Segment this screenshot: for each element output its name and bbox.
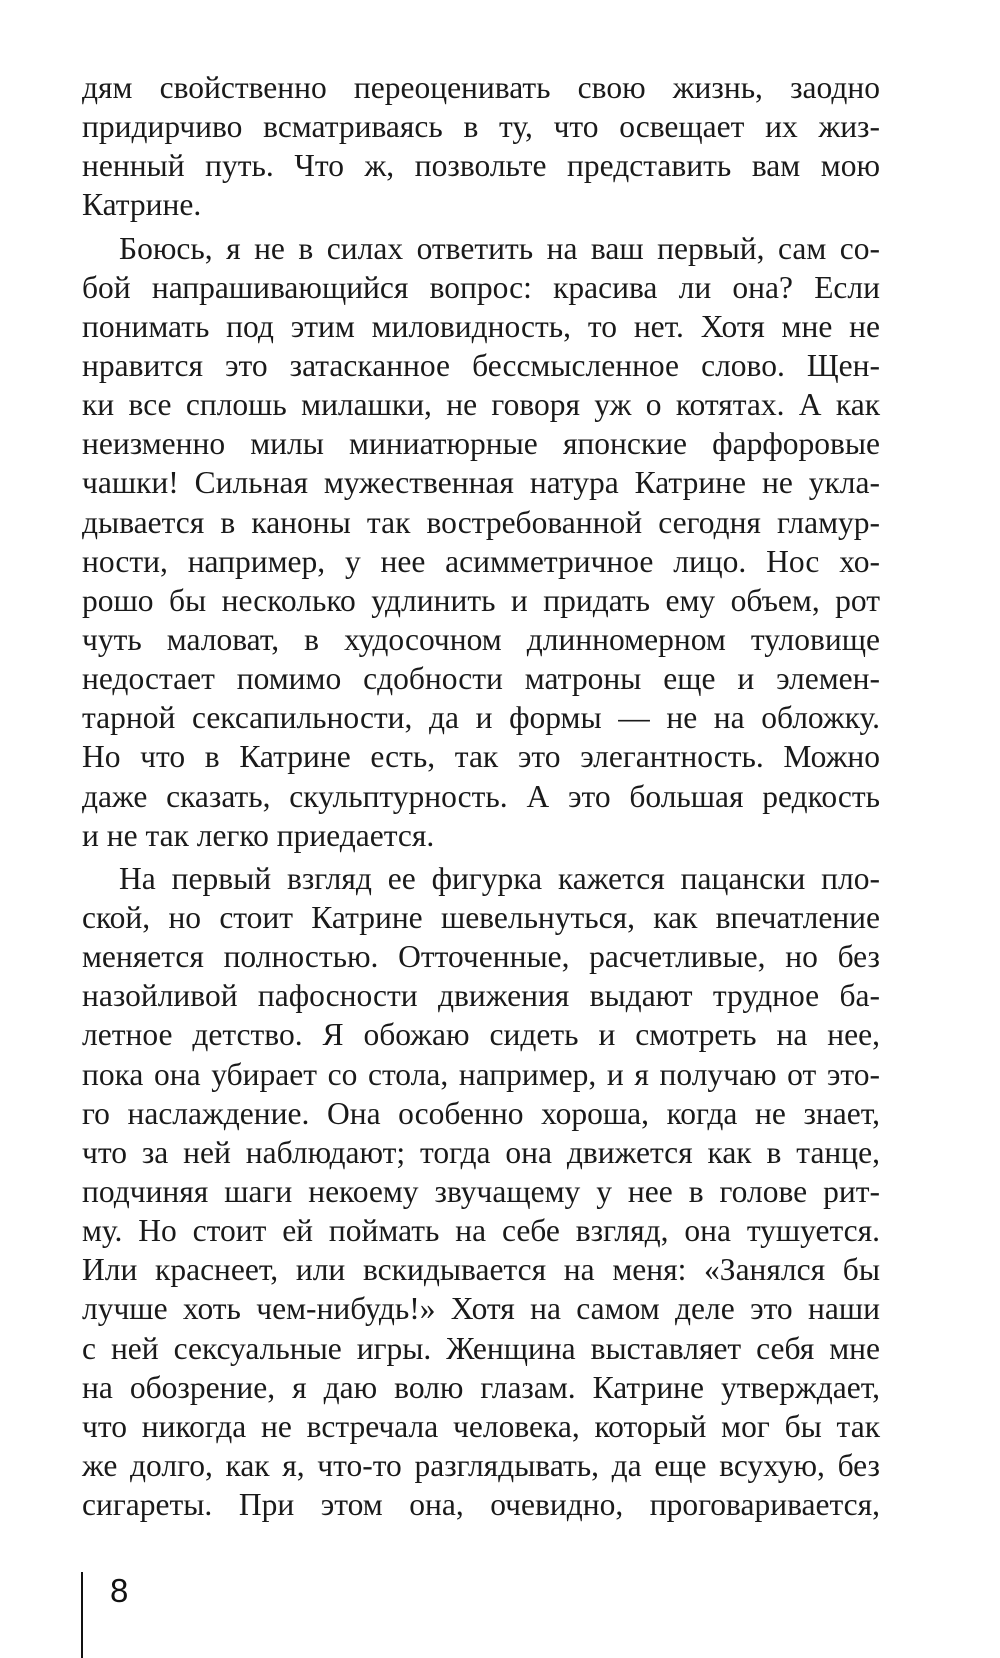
text-line: Или краснеет, или вскидывается на меня: «Занялся бы [82,1252,880,1288]
paragraph-3 [82,859,880,1524]
text-line: же долго, как я, что-то разглядывать, да еще всухую, без [82,1447,880,1483]
text-line: летное детство. Я обожаю сидеть и смотреть на нее, [82,1017,880,1053]
text-line: го наслаждение. Она особенно хороша, когда не знает, [82,1095,880,1131]
folio-rule [81,1572,83,1658]
text-line: ности, например, у нее асимметричное лицо. Нос хо- [82,543,880,579]
text-line: ненный путь. Что ж, позвольте представить вам мою [82,148,880,184]
text-line: меняется полностью. Отточенные, расчетливые, но без [82,939,880,975]
text-line: нравится это затасканное бессмысленное слово. Щен- [82,347,880,383]
text-line: сигареты. При этом она, очевидно, проговаривается, [82,1487,880,1523]
text-line: что за ней наблюдают; тогда она движется как в танце, [82,1134,880,1170]
text-line: Но что в Катрине есть, так это элегантность. Можно [82,739,880,775]
text-line: назойливой пафосности движения выдают трудное ба- [82,978,880,1014]
text-line: Катрине. [82,187,202,223]
text-line: тарной сексапильности, да и формы — не на обложку. [82,700,880,736]
text-line: придирчиво всматриваясь в ту, что освещает их жиз- [82,109,880,145]
text-line: ки все сплошь милашки, не говоря уж о котятах. А как [82,387,880,423]
text-line: дывается в каноны так востребованной сегодня гламур- [82,504,880,540]
paragraph-2 [82,229,880,855]
text-line: На первый взгляд ее фигурка кажется пацански пло- [119,860,880,896]
text-line: неизменно милы миниатюрные японские фарфоровые [82,426,880,462]
text-line: рошо бы несколько удлинить и придать ему объем, рот [82,582,880,618]
text-line: подчиняя шаги некоему звучащему у нее в голове рит- [82,1173,880,1209]
text-line: с ней сексуальные игры. Женщина выставляет себя мне [82,1330,880,1366]
page-text [82,68,880,1524]
text-line: на обозрение, я даю волю глазам. Катрине утверждает, [82,1369,880,1405]
text-line: дям свойственно переоценивать свою жизнь, заодно [82,70,880,105]
text-line: бой напрашивающийся вопрос: красива ли она? Если [82,269,880,305]
text-line: му. Но стоит ей поймать на себе взгляд, она тушуется. [82,1213,880,1249]
paragraph-1 [82,68,880,225]
text-line: понимать под этим миловидность, то нет. Хотя мне не [82,308,880,344]
page-number: 8 [110,1572,129,1609]
text-line: пока она убирает со стола, например, и я получаю от это- [82,1056,880,1092]
text-line: Боюсь, я не в силах ответить на ваш первый, сам со- [119,230,880,266]
text-line: чашки! Сильная мужественная натура Катрине не укла- [82,465,880,501]
text-line: ской, но стоит Катрине шевельнуться, как впечатление [82,899,880,935]
text-line: что никогда не встречала человека, который мог бы так [82,1408,880,1444]
text-line: недостает помимо сдобности матроны еще и элемен- [82,661,880,697]
text-line: даже сказать, скульптурность. А это большая редкость [82,778,880,814]
text-line: чуть маловат, в худосочном длинномерном туловище [82,621,880,657]
text-line: лучше хоть чем-нибудь!» Хотя на самом деле это наши [82,1291,880,1327]
text-line: и не так легко приедается. [82,817,435,853]
